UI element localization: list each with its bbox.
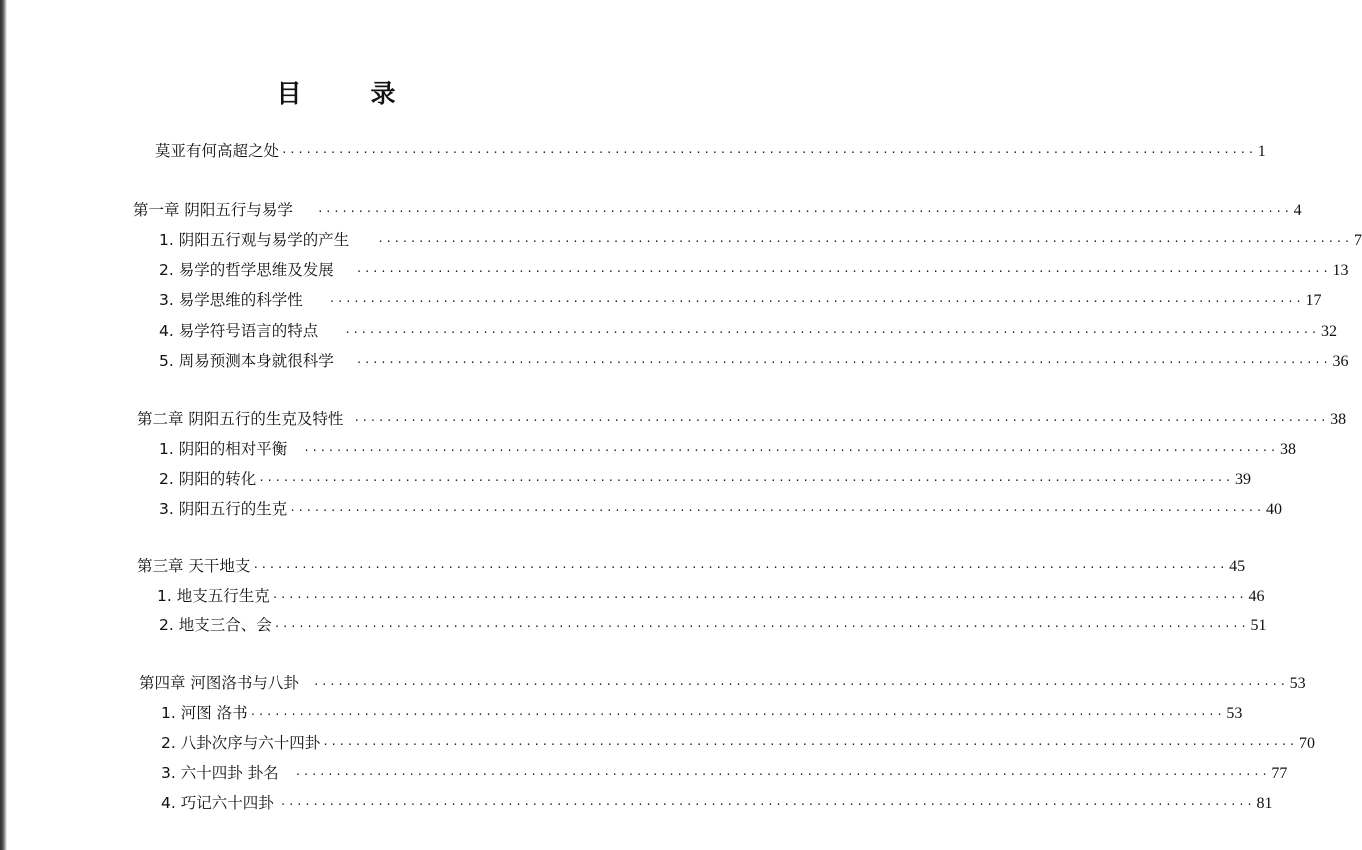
toc-entry-label: 5. 周易预测本身就很科学 <box>159 352 334 370</box>
toc-page-number: 39 <box>1234 471 1251 488</box>
dot-leader: ························································································································ <box>355 265 1331 278</box>
toc-section-4-1[interactable] <box>161 703 1243 725</box>
dot-leader: ························································································································ <box>377 235 1352 248</box>
toc-section-2-2[interactable] <box>159 469 1251 491</box>
toc-entry-label: 3. 易学思维的科学性 <box>159 291 303 309</box>
toc-page-number: 38 <box>1330 411 1347 428</box>
toc-entry-label: 第四章 河图洛书与八卦 <box>139 674 299 692</box>
toc-page-number: 40 <box>1265 501 1282 518</box>
toc-entry-label: 第一章 阴阳五行与易学 <box>133 201 293 219</box>
toc-chapter-1[interactable] <box>133 200 1302 222</box>
dot-leader: ························································································································ <box>249 708 1225 721</box>
toc-entry-label: 第三章 天干地支 <box>137 557 251 575</box>
toc-page-number: 53 <box>1289 675 1306 692</box>
dot-leader: ························································································································ <box>271 591 1247 604</box>
toc-chapter-4[interactable] <box>139 673 1306 695</box>
toc-chapter-2[interactable] <box>137 409 1347 431</box>
dot-leader: ························································································································ <box>279 798 1255 811</box>
toc-page-number: 53 <box>1226 705 1243 722</box>
toc-entry-label: 1. 地支五行生克 <box>157 587 270 605</box>
toc-page-number: 51 <box>1250 617 1267 634</box>
toc-section-1-4[interactable] <box>159 321 1337 343</box>
toc-page-number: 36 <box>1332 353 1349 370</box>
dot-leader: ························································································································ <box>353 414 1329 427</box>
toc-page-number: 70 <box>1298 735 1315 752</box>
toc-entry-intro[interactable] <box>155 141 1266 163</box>
toc-page-number: 46 <box>1248 588 1265 605</box>
dot-leader: ························································································································ <box>273 620 1249 633</box>
toc-entry-label: 2. 阴阳的转化 <box>159 470 257 488</box>
toc-section-3-1[interactable] <box>157 586 1265 608</box>
toc-entry-label: 第二章 阴阳五行的生克及特性 <box>137 410 344 428</box>
toc-page-number: 45 <box>1229 558 1246 575</box>
dot-leader: ························································································································ <box>312 678 1288 691</box>
dot-leader: ························································································································ <box>316 205 1292 218</box>
dot-leader: ························································································································ <box>344 326 1319 339</box>
toc-page-number: 77 <box>1271 765 1288 782</box>
toc-entry-label: 2. 地支三合、会 <box>159 616 272 634</box>
toc-section-1-1[interactable] <box>159 230 1362 252</box>
toc-entry-label: 1. 河图 洛书 <box>161 704 248 722</box>
toc-section-1-2[interactable] <box>159 260 1349 282</box>
dot-leader: ························································································································ <box>294 768 1270 781</box>
toc-page-number: 32 <box>1320 323 1337 340</box>
toc-section-4-4[interactable] <box>161 793 1273 815</box>
toc-page-number: 81 <box>1256 795 1273 812</box>
dot-leader: ························································································································ <box>252 561 1228 574</box>
toc-chapter-3[interactable] <box>137 556 1246 578</box>
toc-page-number: 17 <box>1305 292 1322 309</box>
toc-section-4-3[interactable] <box>161 763 1288 785</box>
page-title: 目 录 <box>276 79 418 108</box>
dot-leader: ························································································································ <box>258 474 1233 487</box>
dot-leader: ························································································································ <box>322 738 1297 751</box>
toc-section-1-3[interactable] <box>159 290 1322 312</box>
toc-section-2-3[interactable] <box>159 499 1282 521</box>
dot-leader: ························································································································ <box>303 444 1278 457</box>
toc-page-number: 7 <box>1353 232 1362 249</box>
toc-section-1-5[interactable] <box>159 351 1349 373</box>
toc-entry-label: 2. 八卦次序与六十四卦 <box>161 734 321 752</box>
dot-leader: ························································································································ <box>328 295 1304 308</box>
toc-page-number: 4 <box>1293 202 1302 219</box>
toc-entry-label: 莫亚有何高超之处 <box>155 142 280 160</box>
toc-page-number: 1 <box>1257 143 1266 160</box>
toc-entry-label: 3. 六十四卦 卦名 <box>161 764 279 782</box>
dot-leader: ························································································································ <box>281 146 1256 159</box>
toc-page-number: 13 <box>1332 262 1349 279</box>
toc-entry-label: 2. 易学的哲学思维及发展 <box>159 261 334 279</box>
toc-section-4-2[interactable] <box>161 733 1315 755</box>
toc-entry-label: 4. 易学符号语言的特点 <box>159 322 319 340</box>
toc-page-number: 38 <box>1279 441 1296 458</box>
toc-section-3-2[interactable] <box>159 615 1267 637</box>
dot-leader: ························································································································ <box>355 356 1331 369</box>
toc-entry-label: 3. 阴阳五行的生克 <box>159 500 288 518</box>
dot-leader: ························································································································ <box>289 504 1264 517</box>
toc-entry-label: 1. 阴阳的相对平衡 <box>159 440 288 458</box>
toc-entry-label: 1. 阴阳五行观与易学的产生 <box>159 231 350 249</box>
toc-section-2-1[interactable] <box>159 439 1296 461</box>
toc-entry-label: 4. 巧记六十四卦 <box>161 794 274 812</box>
